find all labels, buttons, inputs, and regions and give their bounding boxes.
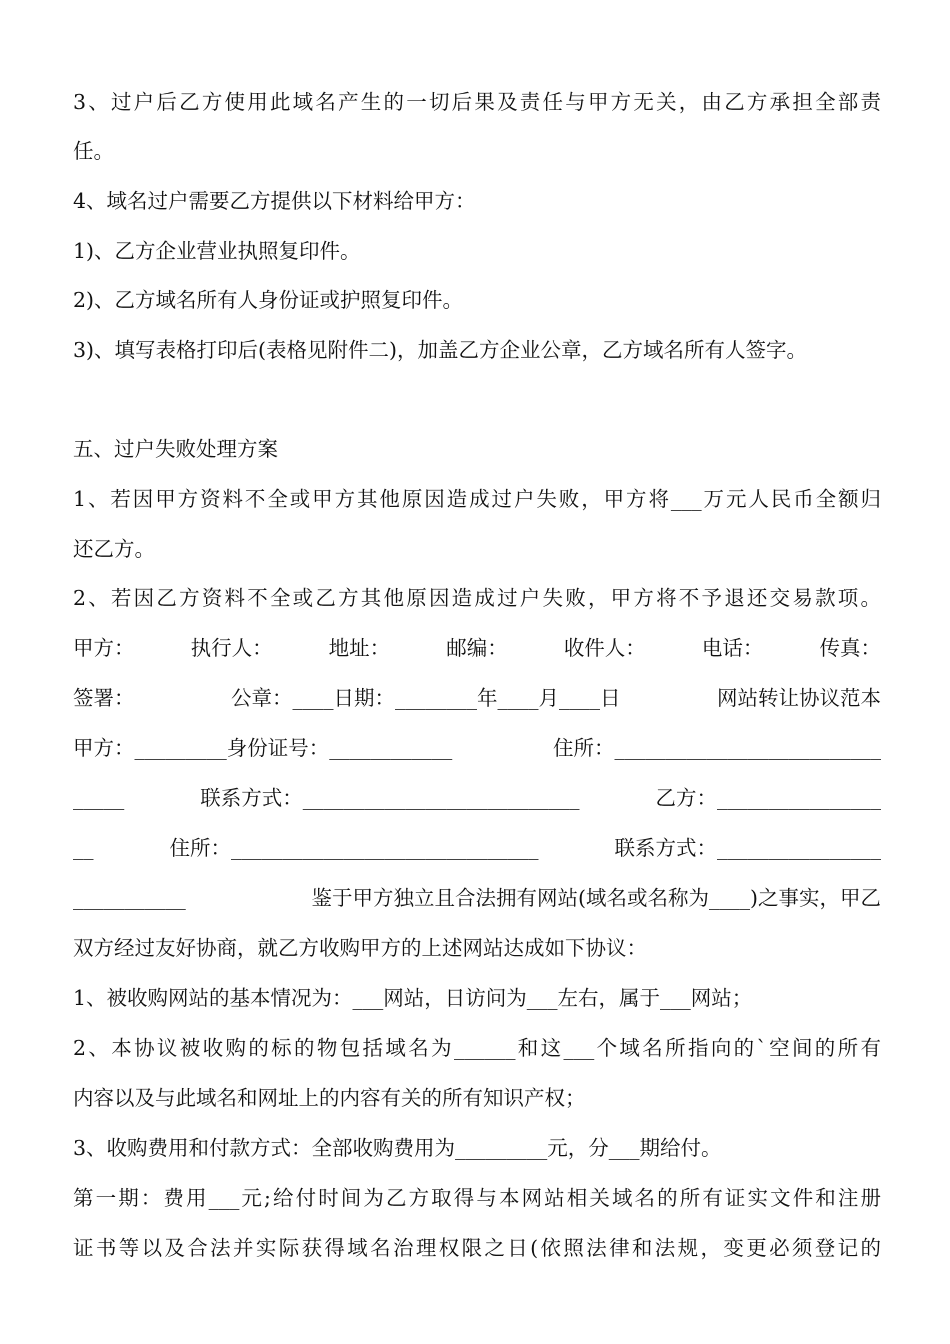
blank-line-field: ___________ bbox=[73, 886, 186, 910]
list-item: 3)、填写表格打印后(表格见附件二)，加盖乙方企业公章，乙方域名所有人签字。 bbox=[73, 338, 808, 362]
list-item: 2)、乙方域名所有人身份证或护照复印件。 bbox=[73, 288, 464, 312]
section-heading: 五、过户失败处理方案 bbox=[73, 437, 278, 461]
paragraph-line: 还乙方。 bbox=[73, 537, 155, 561]
party-b-address-row bbox=[73, 833, 881, 863]
party-a-id-field: 甲方：_________身份证号：____________ bbox=[73, 736, 453, 760]
paragraph-line: 任。 bbox=[73, 139, 114, 163]
field-label: 邮编： bbox=[446, 636, 508, 660]
paragraph-line: 1、若因甲方资料不全或甲方其他原因造成过户失败，甲方将___万元人民币全额归 bbox=[73, 487, 881, 511]
document-title: 网站转让协议范本 bbox=[717, 686, 881, 710]
recital-row bbox=[73, 883, 881, 913]
field-label: 地址： bbox=[328, 636, 391, 660]
blank-line-field: _____ bbox=[73, 786, 125, 810]
clause-line: 2、本协议被收购的标的物包括域名为______和这___个域名所指向的`空间的所有 bbox=[73, 1036, 881, 1060]
paragraph-line: 双方经过友好协商，就乙方收购甲方的上述网站达成如下协议： bbox=[73, 936, 647, 960]
paragraph-line: 3、过户后乙方使用此域名产生的一切后果及责任与甲方无关，由乙方承担全部责 bbox=[73, 90, 881, 114]
clause-line: 内容以及与此域名和网址上的内容有关的所有知识产权； bbox=[73, 1086, 586, 1110]
clause-line: 证书等以及合法并实际获得域名治理权限之日(依照法律和法规，变更必须登记的 bbox=[73, 1236, 881, 1260]
field-label: 收件人： bbox=[563, 636, 646, 660]
field-label: 传真： bbox=[819, 636, 881, 660]
blank-line bbox=[73, 385, 881, 415]
party-b-field: 乙方：________________ bbox=[655, 786, 881, 810]
clause-line: 第一期：费用___元;给付时间为乙方取得与本网站相关域名的所有证实文件和注册 bbox=[73, 1186, 881, 1210]
blank-line-field: __ bbox=[73, 836, 94, 860]
seal-date-field: 公章：____日期：________年____月____日 bbox=[231, 686, 621, 710]
clause-line: 1、被收购网站的基本情况为：___网站，日访问为___左右，属于___网站； bbox=[73, 986, 753, 1010]
contact-row bbox=[73, 783, 881, 813]
paragraph-line: 4、域名过户需要乙方提供以下材料给甲方： bbox=[73, 189, 476, 213]
sign-label: 签署： bbox=[73, 686, 135, 710]
field-label: 执行人： bbox=[190, 636, 273, 660]
paragraph-line: 2、若因乙方资料不全或乙方其他原因造成过户失败，甲方将不予退还交易款项。 bbox=[73, 586, 881, 610]
recital-text: 鉴于甲方独立且合法拥有网站(域名或名称为____)之事实，甲乙 bbox=[311, 886, 881, 910]
signature-row bbox=[73, 683, 881, 713]
party-a-id-row bbox=[73, 733, 881, 763]
contact-field: 联系方式：___________________________ bbox=[200, 786, 580, 810]
clause-line: 3、收购费用和付款方式：全部收购费用为_________元，分___期给付。 bbox=[73, 1136, 722, 1160]
address-field: 住所：__________________________ bbox=[553, 736, 881, 760]
field-label: 甲方： bbox=[73, 636, 135, 660]
field-label: 电话： bbox=[701, 636, 764, 660]
contact-field: 联系方式：________________ bbox=[614, 836, 881, 860]
party-fields-row bbox=[73, 633, 881, 663]
address-field: 住所：______________________________ bbox=[169, 836, 539, 860]
list-item: 1)、乙方企业营业执照复印件。 bbox=[73, 239, 361, 263]
